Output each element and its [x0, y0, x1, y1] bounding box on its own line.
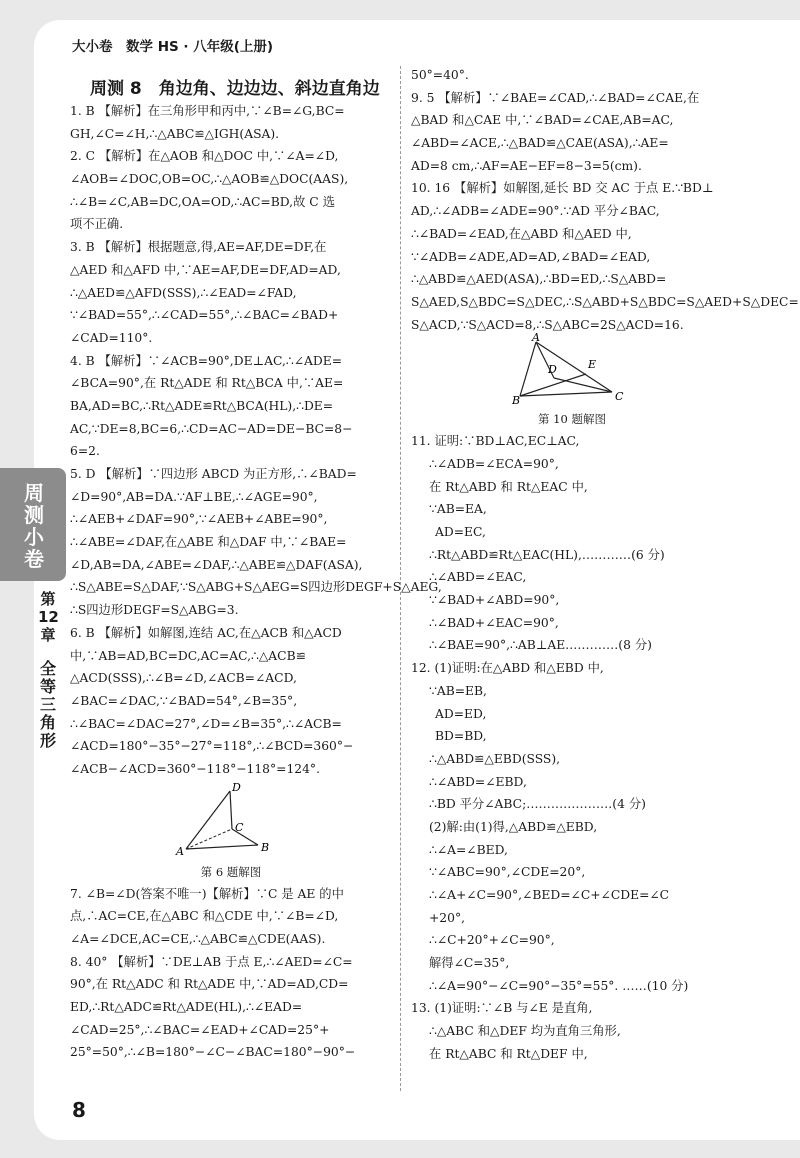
answer-line: ∵∠BAD+∠ABD=90°,: [429, 593, 560, 608]
answer-line: 10. 16 【解析】如解图,延长 BD 交 AC 于点 E.∵BD⊥: [411, 181, 714, 196]
answer-line: ∴∠BAD+∠EAC=90°,: [429, 615, 559, 630]
fig10-label-a: A: [532, 331, 540, 345]
answer-line: △AED 和△AFD 中,∵AE=AF,DE=DF,AD=AD,: [70, 262, 341, 277]
answer-line: ∠AOB=∠DOC,OB=OC,∴△AOB≌△DOC(AAS),: [70, 172, 349, 187]
answer-line: ∴BD 平分∠ABC;…………………(4 分): [429, 797, 646, 812]
answer-line: ∴∠B=∠C,AB=DC,OA=OD,∴AC=BD,故 C 选: [70, 194, 335, 209]
fig10-edge-dc: [554, 378, 612, 392]
right-column: [411, 64, 799, 1066]
fig10-edge-bc: [520, 392, 612, 396]
fig10-label-d: D: [548, 363, 557, 377]
answer-line: 在 Rt△ABC 和 Rt△DEF 中,: [429, 1046, 588, 1061]
answer-line: ∴△ABC 和△DEF 均为直角三角形,: [429, 1024, 621, 1039]
answer-line: ∠A=∠DCE,AC=CE,∴△ABC≌△CDE(AAS).: [70, 932, 326, 946]
answer-line: AD,∴∠ADB=∠ADE=90°.∵AD 平分∠BAC,: [411, 204, 660, 219]
answer-line: 6. B 【解析】如解图,连结 AC,在△ACB 和△ACD: [70, 625, 342, 640]
answer-line: ∠ACB−∠ACD=360°−118°−118°=124°.: [70, 761, 320, 776]
answer-line: GH,∠C=∠H,∴△ABC≌△IGH(ASA).: [70, 126, 280, 141]
answer-line: ∴△ABD≌△EBD(SSS),: [429, 751, 561, 766]
fig6-edge-dc: [230, 791, 232, 829]
answer-line: ∵∠ABC=90°,∠CDE=20°,: [429, 865, 586, 880]
answer-line: ∴∠BAD=∠EAD,在△ABD 和△AED 中,: [411, 226, 632, 241]
answer-line: ∠CAD=25°,∴∠BAC=∠EAD+∠CAD=25°+: [70, 1022, 330, 1037]
answer-line: 点,∴AC=CE,在△ABC 和△CDE 中,∵∠B=∠D,: [70, 909, 339, 924]
answer-line: +20°,: [429, 910, 466, 925]
answer-line: ∵∠ADB=∠ADE,AD=AD,∠BAD=∠EAD,: [411, 249, 651, 264]
answer-line: AC,∵DE=8,BC=6,∴CD=AC−AD=DE−BC=8−: [70, 421, 353, 436]
answer-line: 50°=40°.: [411, 68, 469, 82]
answer-line: ∴△ABD≌△AED(ASA),∴BD=ED,∴S△ABD=: [411, 272, 667, 287]
answer-line: AD=ED,: [435, 706, 487, 721]
answer-line: ∠BAC=∠DAC,∵∠BAD=54°,∠B=35°,: [70, 693, 298, 708]
fig10-label-b: B: [512, 394, 521, 408]
figure-6: [176, 780, 286, 861]
answer-line: 5. D 【解析】∵四边形 ABCD 为正方形,∴∠BAD=: [70, 467, 357, 481]
answer-line: ∴∠A=∠BED,: [429, 842, 508, 857]
answer-line: BD=BD,: [435, 729, 487, 744]
answer-line: 在 Rt△ABD 和 Rt△EAC 中,: [429, 479, 588, 494]
figure-10: [512, 331, 632, 408]
answer-line: ∴∠ADB=∠ECA=90°,: [429, 456, 559, 471]
side-tab: [0, 468, 66, 581]
fig6-label-c: C: [235, 820, 244, 834]
answer-line: ∠ABD=∠ACE,∴△BAD≌△CAE(ASA),∴AE=: [411, 136, 669, 151]
answer-line: 2. C 【解析】在△AOB 和△DOC 中,∵∠A=∠D,: [70, 149, 339, 164]
answer-line: BA,AD=BC,∴Rt△ADE≌Rt△BCA(HL),∴DE=: [70, 398, 334, 413]
answer-line: 9. 5 【解析】∵∠BAE=∠CAD,∴∠BAD=∠CAE,在: [411, 90, 700, 105]
answer-line: AD=8 cm,∴AF=AE−EF=8−3=5(cm).: [411, 158, 642, 173]
figure-10-caption: 第 10 题解图: [538, 412, 606, 427]
left-answer-lines-continued: [70, 883, 392, 1065]
figure-6-caption: 第 6 题解图: [200, 864, 262, 879]
answer-line: ∠CAD=110°.: [70, 330, 153, 345]
fig6-label-d: D: [232, 780, 241, 794]
answer-line: ∴S△ABE=S△DAF,∵S△ABG+S△AEG=S四边形DEGF+S△AEG,: [70, 580, 442, 595]
answer-line: ∴∠ABD=∠EAC,: [429, 570, 527, 585]
answer-line: ∴S四边形DEGF=S△ABG=3.: [70, 603, 239, 618]
fig10-edge-ab: [520, 342, 536, 396]
chapter-title: 全等三角形: [39, 659, 56, 750]
answer-line: (2)解:由(1)得,△ABD≌△EBD,: [429, 819, 598, 834]
right-answer-lines-continued: [411, 430, 733, 1065]
left-answer-lines: [70, 100, 442, 781]
answer-line: ∴∠A+∠C=90°,∠BED=∠C+∠CDE=∠C: [429, 888, 670, 902]
answer-line: 90°,在 Rt△ADC 和 Rt△ADE 中,∵AD=AD,CD=: [70, 977, 349, 992]
right-answer-lines: [411, 64, 799, 336]
answer-line: ∠BCA=90°,在 Rt△ADE 和 Rt△BCA 中,∵AE=: [70, 376, 344, 391]
answer-line: 中,∵AB=AD,BC=DC,AC=AC,∴△ACB≌: [70, 648, 306, 663]
fig10-label-e: E: [588, 358, 597, 372]
answer-line: 25°=50°,∴∠B=180°−∠C−∠BAC=180°−90°−: [70, 1045, 356, 1060]
fig6-edge-ad: [186, 791, 230, 849]
answer-line: ∴∠BAC=∠DAC=27°,∠D=∠B=35°,∴∠ACB=: [70, 716, 342, 731]
answer-line: ∴Rt△ABD≌Rt△EAC(HL),…………(6 分): [429, 547, 665, 562]
answer-line: ∴∠ABE=∠DAF,在△ABE 和△DAF 中,∵∠BAE=: [70, 535, 347, 550]
fig10-label-c: C: [615, 390, 624, 404]
fig6-edge-ab: [186, 845, 258, 849]
page-header: 大小卷 数学 HS · 八年级(上册): [72, 39, 274, 55]
answer-line: AD=EC,: [435, 525, 486, 539]
answer-line: ∵∠BAD=55°,∴∠CAD=55°,∴∠BAC=∠BAD+: [70, 308, 339, 323]
answer-line: ∴∠BAE=90°,∴AB⊥AE.…………(8 分): [429, 638, 652, 653]
answer-line: 6=2.: [70, 444, 100, 459]
answer-line: ∴∠A=90°−∠C=90°−35°=55°. ……(10 分): [429, 978, 689, 993]
side-tab-label: 周测小卷: [24, 481, 44, 571]
page-number: 8: [72, 1098, 86, 1122]
fig6-label-b: B: [261, 840, 270, 854]
left-column: [70, 100, 442, 1064]
answer-line: 7. ∠B=∠D(答案不唯一)【解析】∵C 是 AE 的中: [70, 886, 344, 901]
fig6-label-a: A: [176, 844, 184, 858]
answer-line: 3. B 【解析】根据题意,得,AE=AF,DE=DF,在: [70, 240, 327, 255]
answer-line: ∵AB=EA,: [429, 502, 487, 517]
answer-line: ∠D,AB=DA,∠ABE=∠DAF,∴△ABE≌△DAF(ASA),: [70, 557, 363, 572]
answer-line: ED,∴Rt△ADC≌Rt△ADE(HL),∴∠EAD=: [70, 1000, 303, 1015]
answer-line: ∴△AED≌△AFD(SSS),∴∠EAD=∠FAD,: [70, 285, 297, 300]
answer-line: ∴∠C+20°+∠C=90°,: [429, 933, 555, 948]
answer-line: 12. (1)证明:在△ABD 和△EBD 中,: [411, 661, 604, 676]
answer-line: ∵AB=EB,: [429, 683, 487, 698]
answer-line: △BAD 和△CAE 中,∵∠BAD=∠CAE,AB=AC,: [411, 113, 674, 128]
answer-line: 1. B 【解析】在三角形甲和丙中,∵∠B=∠G,BC=: [70, 104, 345, 118]
answer-line: 8. 40° 【解析】∵DE⊥AB 于点 E,∴∠AED=∠C=: [70, 954, 353, 969]
answer-line: △ACD(SSS),∴∠B=∠D,∠ACB=∠ACD,: [70, 671, 297, 686]
answer-line: ∴∠AEB+∠DAF=90°,∵∠AEB+∠ABE=90°,: [70, 512, 328, 527]
answer-line: 项不正确.: [70, 217, 124, 232]
answer-line: ∴∠ABD=∠EBD,: [429, 774, 527, 789]
answer-line: S△AED,S△BDC=S△DEC,∴S△ABD+S△BDC=S△AED+S△DEC=: [411, 294, 799, 309]
answer-line: 13. (1)证明:∵∠B 与∠E 是直角,: [411, 1001, 593, 1016]
column-divider: [400, 66, 401, 1091]
answer-line: S△ACD,∵S△ACD=8,∴S△ABC=2S△ACD=16.: [411, 317, 684, 332]
answer-line: 11. 证明:∵BD⊥AC,EC⊥AC,: [411, 434, 580, 449]
section-title: 周测 8 角边角、边边边、斜边直角边: [90, 79, 380, 99]
answer-line: ∠ACD=180°−35°−27°=118°,∴∠BCD=360°−: [70, 739, 354, 754]
answer-line: ∠D=90°,AB=DA.∵AF⊥BE,∴∠AGE=90°,: [70, 489, 318, 504]
answer-line: 4. B 【解析】∵∠ACB=90°,DE⊥AC,∴∠ADE=: [70, 353, 343, 368]
answer-line: 解得∠C=35°,: [429, 956, 510, 971]
chapter-label: 第12章: [38, 590, 59, 644]
